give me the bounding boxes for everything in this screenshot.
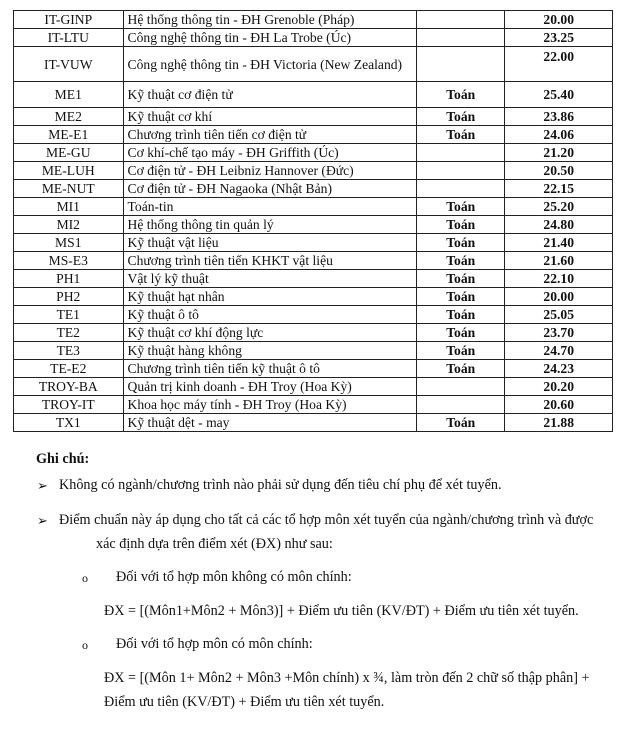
program-code-cell: MI2 (14, 216, 124, 234)
main-subject-cell: Toán (417, 108, 505, 126)
main-subject-cell: Toán (417, 234, 505, 252)
table-row (14, 360, 613, 378)
main-subject-cell (417, 162, 505, 180)
program-code-cell: TX1 (14, 414, 124, 432)
program-code-cell: MS-E3 (14, 252, 124, 270)
main-subject-cell (417, 11, 505, 29)
program-name-cell: Khoa học máy tính - ĐH Troy (Hoa Kỳ) (123, 396, 416, 414)
cutoff-score-cell: 25.40 (505, 82, 613, 108)
main-subject-cell (417, 180, 505, 198)
table-row (14, 108, 613, 126)
program-name-cell: Toán-tin (123, 198, 416, 216)
program-code-cell: PH2 (14, 288, 124, 306)
program-name-cell: Chương trình tiên tiến KHKT vật liệu (123, 252, 416, 270)
program-code-cell: TROY-IT (14, 396, 124, 414)
program-code-cell: ME-GU (14, 144, 124, 162)
program-code-cell: TE1 (14, 306, 124, 324)
formula-2-line-1: ĐX = [(Môn 1+ Môn2 + Môn3 +Môn chính) x ¾, làm tròn đến 2 chữ số thập phân] + (104, 670, 590, 686)
program-name-cell: Công nghệ thông tin - ĐH La Trobe (Úc) (123, 29, 416, 47)
cutoff-score-cell: 21.60 (505, 252, 613, 270)
program-name-cell: Quản trị kinh doanh - ĐH Troy (Hoa Kỳ) (123, 378, 416, 396)
table-row (14, 126, 613, 144)
main-subject-cell: Toán (417, 342, 505, 360)
admission-scores-table (13, 10, 613, 432)
main-subject-cell: Toán (417, 288, 505, 306)
cutoff-score-cell: 22.15 (505, 180, 613, 198)
formula-2-line-2: Điểm ưu tiên (KV/ĐT) + Điểm ưu tiên xét tuyển. (104, 694, 385, 710)
program-code-cell: IT-VUW (14, 47, 124, 82)
cutoff-score-cell: 20.00 (505, 11, 613, 29)
arrow-bullet-icon: ➢ (37, 513, 48, 528)
program-code-cell: MI1 (14, 198, 124, 216)
note-bullet-2-line-2: xác định dựa trên điểm xét (ĐX) như sau: (96, 536, 333, 552)
table-row (14, 29, 613, 47)
program-name-cell: Chương trình tiên tiến kỹ thuật ô tô (123, 360, 416, 378)
program-code-cell: ME-E1 (14, 126, 124, 144)
arrow-bullet-icon: ➢ (37, 478, 48, 493)
cutoff-score-cell: 20.50 (505, 162, 613, 180)
program-name-cell: Kỹ thuật dệt - may (123, 414, 416, 432)
program-name-cell: Kỹ thuật cơ điện tử (123, 82, 416, 108)
program-name-cell: Hệ thống thông tin - ĐH Grenoble (Pháp) (123, 11, 416, 29)
table-row (14, 342, 613, 360)
note-bullet-2-line-1: Điểm chuẩn này áp dụng cho tất cả các tổ hợp môn xét tuyển của ngành/chương trình và được (59, 512, 594, 528)
cutoff-score-cell: 24.23 (505, 360, 613, 378)
program-name-cell: Hệ thống thông tin quản lý (123, 216, 416, 234)
cutoff-score-cell: 23.86 (505, 108, 613, 126)
cutoff-score-cell: 25.05 (505, 306, 613, 324)
program-code-cell: TE-E2 (14, 360, 124, 378)
table-row (14, 47, 613, 82)
cutoff-score-cell: 25.20 (505, 198, 613, 216)
program-code-cell: PH1 (14, 270, 124, 288)
cutoff-score-cell: 22.00 (505, 47, 613, 82)
table-row (14, 198, 613, 216)
program-name-cell: Kỹ thuật cơ khí (123, 108, 416, 126)
cutoff-score-cell: 24.06 (505, 126, 613, 144)
main-subject-cell (417, 144, 505, 162)
table-row (14, 324, 613, 342)
table-row (14, 180, 613, 198)
program-code-cell: ME-LUH (14, 162, 124, 180)
program-code-cell: TE3 (14, 342, 124, 360)
main-subject-cell: Toán (417, 306, 505, 324)
program-code-cell: IT-GINP (14, 11, 124, 29)
cutoff-score-cell: 21.40 (505, 234, 613, 252)
cutoff-score-cell: 23.25 (505, 29, 613, 47)
main-subject-cell (417, 396, 505, 414)
cutoff-score-cell: 21.20 (505, 144, 613, 162)
main-subject-cell: Toán (417, 126, 505, 144)
main-subject-cell: Toán (417, 216, 505, 234)
program-code-cell: MS1 (14, 234, 124, 252)
program-name-cell: Kỹ thuật hàng không (123, 342, 416, 360)
table-row (14, 144, 613, 162)
table-row (14, 414, 613, 432)
main-subject-cell: Toán (417, 360, 505, 378)
program-name-cell: Công nghệ thông tin - ĐH Victoria (New Zealand) (123, 47, 416, 82)
table-row (14, 234, 613, 252)
main-subject-cell: Toán (417, 252, 505, 270)
sub-note-2: Đối với tổ hợp môn có môn chính: (116, 636, 313, 652)
cutoff-score-cell: 20.20 (505, 378, 613, 396)
circle-bullet-icon: o (82, 638, 88, 652)
table-row (14, 252, 613, 270)
program-name-cell: Vật lý kỹ thuật (123, 270, 416, 288)
table-row (14, 82, 613, 108)
note-bullet-1: Không có ngành/chương trình nào phải sử dụng đến tiêu chí phụ để xét tuyển. (59, 477, 502, 493)
table-row (14, 306, 613, 324)
cutoff-score-cell: 20.00 (505, 288, 613, 306)
main-subject-cell (417, 378, 505, 396)
program-name-cell: Kỹ thuật cơ khí động lực (123, 324, 416, 342)
program-name-cell: Cơ khí-chế tạo máy - ĐH Griffith (Úc) (123, 144, 416, 162)
program-name-cell: Kỹ thuật hạt nhân (123, 288, 416, 306)
sub-note-1: Đối với tổ hợp môn không có môn chính: (116, 569, 352, 585)
formula-1: ĐX = [(Môn1+Môn2 + Môn3)] + Điểm ưu tiên (KV/ĐT) + Điểm ưu tiên xét tuyển. (104, 603, 579, 619)
program-name-cell: Kỹ thuật vật liệu (123, 234, 416, 252)
main-subject-cell (417, 47, 505, 82)
program-name-cell: Kỹ thuật ô tô (123, 306, 416, 324)
cutoff-score-cell: 23.70 (505, 324, 613, 342)
program-code-cell: ME2 (14, 108, 124, 126)
program-code-cell: TE2 (14, 324, 124, 342)
notes-title: Ghi chú: (36, 451, 90, 467)
program-code-cell: ME1 (14, 82, 124, 108)
table-row (14, 378, 613, 396)
table-row (14, 288, 613, 306)
table-row (14, 162, 613, 180)
main-subject-cell: Toán (417, 198, 505, 216)
program-code-cell: ME-NUT (14, 180, 124, 198)
table-body (14, 11, 613, 432)
program-name-cell: Cơ điện tử - ĐH Leibniz Hannover (Đức) (123, 162, 416, 180)
table-row (14, 11, 613, 29)
main-subject-cell: Toán (417, 270, 505, 288)
table-row (14, 396, 613, 414)
program-code-cell: TROY-BA (14, 378, 124, 396)
program-code-cell: IT-LTU (14, 29, 124, 47)
table-row (14, 216, 613, 234)
cutoff-score-cell: 20.60 (505, 396, 613, 414)
cutoff-score-cell: 24.70 (505, 342, 613, 360)
program-name-cell: Chương trình tiên tiến cơ điện tử (123, 126, 416, 144)
main-subject-cell: Toán (417, 414, 505, 432)
main-subject-cell (417, 29, 505, 47)
main-subject-cell: Toán (417, 324, 505, 342)
table-row (14, 270, 613, 288)
cutoff-score-cell: 21.88 (505, 414, 613, 432)
program-name-cell: Cơ điện tử - ĐH Nagaoka (Nhật Bản) (123, 180, 416, 198)
cutoff-score-cell: 22.10 (505, 270, 613, 288)
circle-bullet-icon: o (82, 571, 88, 585)
main-subject-cell: Toán (417, 82, 505, 108)
cutoff-score-cell: 24.80 (505, 216, 613, 234)
